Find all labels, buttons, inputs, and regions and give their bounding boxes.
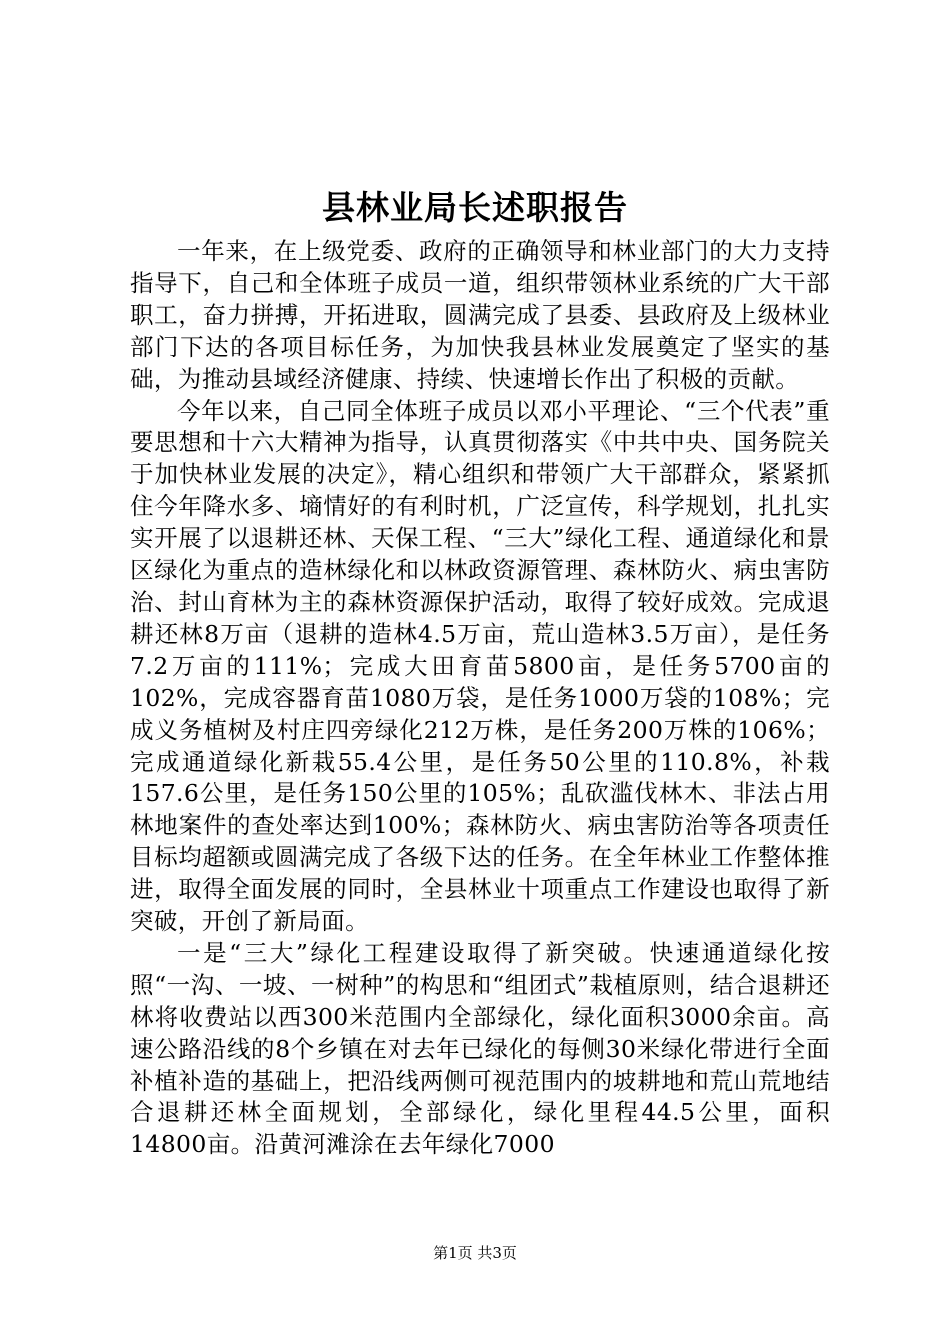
page-footer: 第1页 共3页 (433, 1244, 517, 1262)
document-title: 县林业局长述职报告 (322, 188, 628, 227)
paragraph-3: 一是“三大”绿化工程建设取得了新突破。快速通道绿化按照“一沟、一坡、一树种”的构思和“组团式”栽植原则，结合退耕还林将收费站以西300米范围内全部绿化，绿化面积3000余亩。高速公路沿线的8个乡镇在对去年已绿化的每侧30米绿化带进行全面补植补造的基础上，把沿线两侧可视范围内的坡耕地和荒山荒地结合退耕还林全面规划，全部绿化，绿化里程44.5公里，面积14800亩。沿黄河滩涂在去年绿化7000 (130, 938, 830, 1159)
document-body (130, 236, 830, 1161)
paragraph-2: 今年以来，自己同全体班子成员以邓小平理论、“三个代表”重要思想和十六大精神为指导，认真贯彻落实《中共中央、国务院关于加快林业发展的决定》，精心组织和带领广大干部群众，紧紧抓住今年降水多、墒情好的有利时机，广泛宣传，科学规划，扎扎实实开展了以退耕还林、天保工程、“三大”绿化工程、通道绿化和景区绿化为重点的造林绿化和以林政资源管理、森林防火、病虫害防治、封山育林为主的森林资源保护活动，取得了较好成效。完成退耕还林8万亩（退耕的造林4.5万亩，荒山造林3.5万亩），是任务7.2万亩的111%；完成大田育苗5800亩，是任务5700亩的102%，完成容器育苗1080万袋，是任务1000万袋的108%；完成义务植树及村庄四旁绿化212万株，是任务200万株的106%；完成通道绿化新栽55.4公里，是任务50公里的110.8%，补栽157.6公里，是任务150公里的105%；乱砍滥伐林木、非法占用林地案件的查处率达到100%；森林防火、病虫害防治等各项责任目标均超额或圆满完成了各级下达的任务。在全年林业工作整体推进，取得全面发展的同时，全县林业十项重点工作建设也取得了新突破，开创了新局面。 (130, 396, 830, 936)
paragraph-1: 一年来，在上级党委、政府的正确领导和林业部门的大力支持指导下，自己和全体班子成员一道，组织带领林业系统的广大干部职工，奋力拼搏，开拓进取，圆满完成了县委、县政府及上级林业部门下达的各项目标任务，为加快我县林业发展奠定了坚实的基础，为推动县域经济健康、持续、快速增长作出了积极的贡献。 (130, 237, 830, 393)
